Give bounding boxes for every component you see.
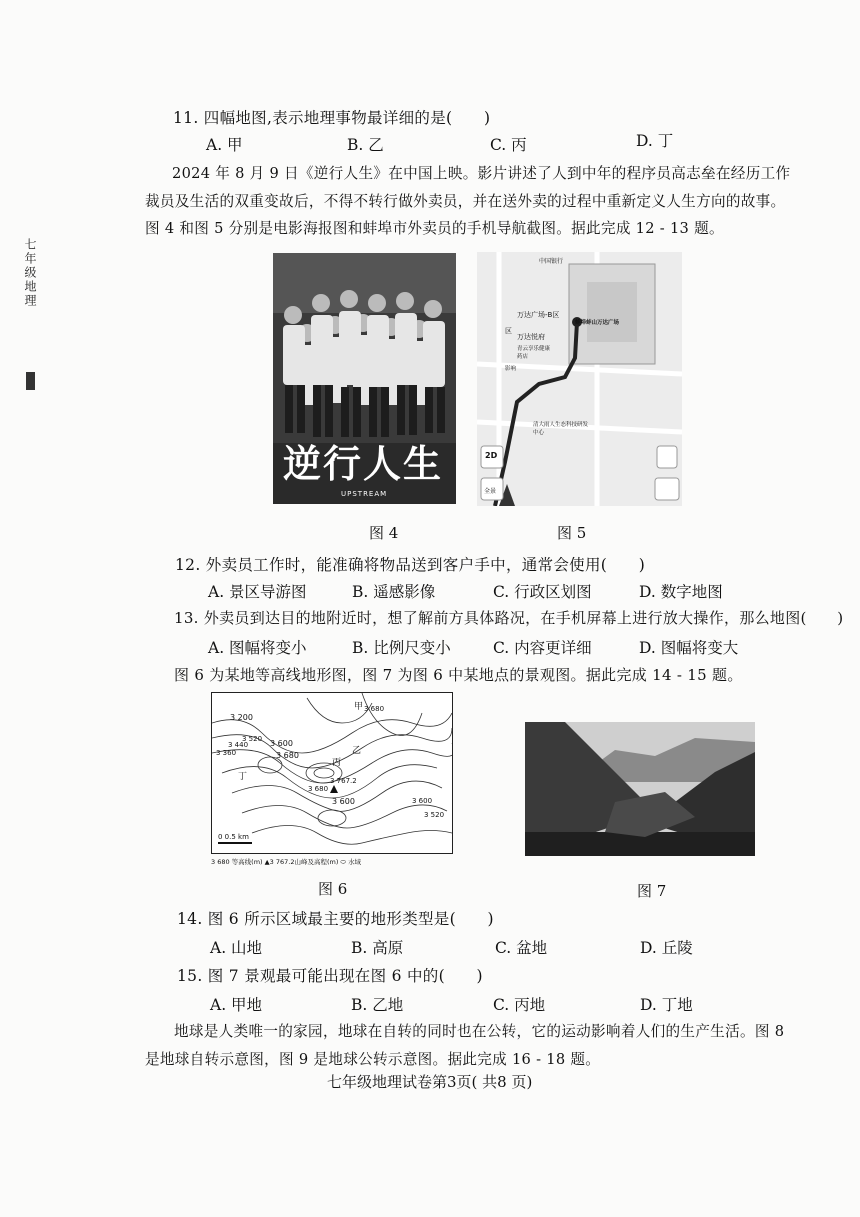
- q15-option-d: D. 丁地: [640, 996, 693, 1014]
- q12-option-b: B. 遥感影像: [352, 583, 436, 601]
- figure-6-caption: 图 6: [318, 880, 348, 898]
- q12-option-c: C. 行政区划图: [493, 583, 592, 601]
- map-label-cinema: 影响: [505, 366, 517, 372]
- peak-elevation: 3 767.2: [330, 777, 357, 785]
- q13-option-b: B. 比例尺变小: [352, 639, 451, 657]
- q15-option-b: B. 乙地: [351, 996, 404, 1014]
- figure-5-navigation-map: [477, 252, 682, 506]
- contour-label-3200: 3 200: [230, 713, 253, 722]
- figure-7-caption: 图 7: [637, 882, 667, 900]
- intro1-line1: 2024 年 8 月 9 日《逆行人生》在中国上映。影片讲述了人到中年的程序员高志垒在经历工作: [172, 165, 791, 182]
- figure-6-contour-map: [211, 692, 453, 854]
- intro1-line2: 裁员及生活的双重变故后，不得不转行做外卖员，并在送外卖的过程中重新定义人生方向的故事。: [145, 193, 786, 210]
- contour-label-3520: 3 520: [242, 735, 263, 743]
- q14-option-c: C. 盆地: [495, 939, 548, 957]
- q13-option-c: C. 内容更详细: [493, 639, 592, 657]
- map-label-research-center: 清大雨人生态科技研发中心: [533, 422, 589, 436]
- map-label-wanda-yuefu: 万达悦府: [517, 333, 545, 341]
- landscape-image: [525, 722, 755, 856]
- q12-stem: 12. 外卖员工作时，能准确将物品送到客户手中，通常会使用( ): [175, 556, 646, 574]
- contour-label-3600-b: 3 600: [332, 797, 355, 806]
- map-2d-button[interactable]: 2D: [485, 451, 498, 460]
- poster-subtitle: UPSTREAM: [341, 490, 388, 498]
- map-label-pharmacy: 青云享乐健康药店: [517, 346, 551, 360]
- q11-option-c: C. 丙: [490, 136, 527, 154]
- contour-label-3600-c: 3 600: [412, 797, 433, 805]
- map-label-wanda-b: 万达广场-B区: [517, 311, 560, 319]
- q13-option-d: D. 图幅将变大: [639, 639, 739, 657]
- contour-label-3680-c: 3 680: [364, 705, 385, 713]
- poster-title: 逆行人生: [283, 442, 444, 486]
- contour-label-3520-b: 3 520: [424, 811, 445, 819]
- q12-option-a: A. 景区导游图: [208, 583, 307, 601]
- contour-label-3680-b: 3 680: [308, 785, 329, 793]
- side-label: 七年级地理: [23, 238, 37, 308]
- page-footer: 七年级地理试卷第3页( 共8 页): [327, 1073, 533, 1091]
- intro3-line2: 是地球自转示意图，图 9 是地球公转示意图。据此完成 16 - 18 题。: [145, 1051, 601, 1068]
- q13-option-a: A. 图幅将变小: [208, 639, 307, 657]
- place-yi: 乙: [352, 746, 362, 756]
- binding-mark: [26, 372, 35, 390]
- figure-4-caption: 图 4: [369, 524, 399, 542]
- map-scale: 0 0.5 km: [218, 833, 249, 841]
- place-ding: 丁: [238, 772, 248, 782]
- place-jia: 甲: [354, 702, 364, 712]
- contour-label-3440: 3 440: [228, 741, 249, 749]
- q14-option-a: A. 山地: [210, 939, 263, 957]
- q12-option-d: D. 数字地图: [639, 583, 723, 601]
- place-bing: 丙: [332, 758, 342, 768]
- q11-option-d: D. 丁: [636, 132, 674, 150]
- map-label-district: 区: [505, 327, 512, 335]
- figure-5-caption: 图 5: [557, 524, 587, 542]
- intro1-line3: 图 4 和图 5 分别是电影海报图和蚌埠市外卖员的手机导航截图。据此完成 12 - 13 题。: [145, 220, 724, 237]
- q11-stem: 11. 四幅地图,表示地理事物最详细的是( ): [173, 109, 491, 127]
- q13-stem: 13. 外卖员到达目的地附近时，想了解前方具体路况，在手机屏幕上进行放大操作，那么地图( ): [174, 609, 844, 627]
- map-label-bank: 中国银行: [539, 258, 564, 265]
- q11-option-a: A. 甲: [206, 136, 243, 154]
- map-panorama-button[interactable]: 全景: [484, 488, 497, 495]
- q14-option-b: B. 高原: [351, 939, 404, 957]
- map-label-wanda-plaza: 蚌埠蚌山万达广场: [575, 320, 620, 326]
- q14-stem: 14. 图 6 所示区域最主要的地形类型是( ): [177, 910, 494, 928]
- figure-4-poster: [273, 253, 456, 504]
- intro3-line1: 地球是人类唯一的家园，地球在自转的同时也在公转，它的运动影响着人们的生产生活。图 8: [174, 1023, 785, 1040]
- figure-7-landscape-photo: [525, 722, 755, 856]
- q14-option-d: D. 丘陵: [640, 939, 693, 957]
- q11-option-b: B. 乙: [347, 136, 384, 154]
- nav-map-image: [477, 252, 682, 506]
- q15-stem: 15. 图 7 景观最可能出现在图 6 中的( ): [177, 967, 483, 985]
- q15-option-c: C. 丙地: [493, 996, 546, 1014]
- contour-label-3600: 3 600: [270, 739, 293, 748]
- figure-6-legend: 3 680 等高线(m) ▲3 767.2山峰及高程(m) ⬭ 水域: [211, 858, 362, 866]
- contour-label-3360: 3 360: [216, 749, 237, 757]
- intro2-text: 图 6 为某地等高线地形图，图 7 为图 6 中某地点的景观图。据此完成 14 - 15 题。: [174, 666, 743, 684]
- q15-option-a: A. 甲地: [210, 996, 263, 1014]
- contour-label-3680: 3 680: [276, 751, 299, 760]
